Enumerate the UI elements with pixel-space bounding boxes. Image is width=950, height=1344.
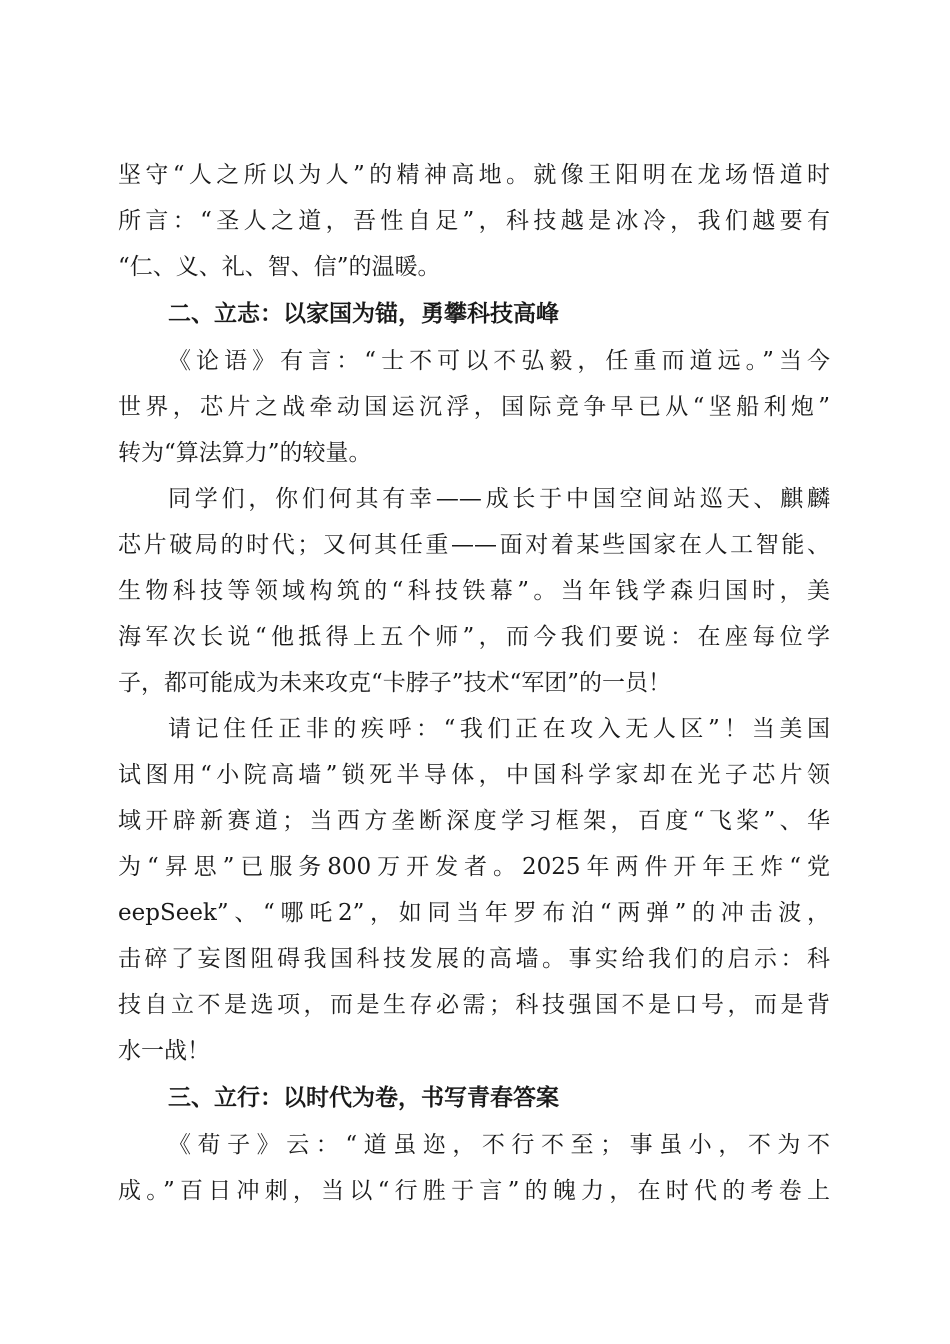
text-line: 域开辟新赛道；当西方垄断深度学习框架，百度“飞桨”、华 — [118, 808, 830, 834]
text-line: 世界，芯片之战牵动国运沉浮，国际竞争早已从“坚船利炮” — [118, 394, 830, 420]
document-body — [118, 152, 830, 1214]
text-line: 坚守“人之所以为人”的精神高地。就像王阳明在龙场悟道时 — [118, 162, 830, 188]
section-heading-2: 二、立志：以家国为锚，勇攀科技高峰 — [168, 301, 559, 327]
text-line: eepSeek”、“哪吒2”，如同当年罗布泊“两弹”的冲击波， — [118, 900, 830, 926]
text-line: 生物科技等领域构筑的“科技铁幕”。当年钱学森归国时，美 — [118, 578, 830, 604]
text-line: 转为“算法算力”的较量。 — [118, 440, 372, 466]
text-line: 为“昇思”已服务800万开发者。2025年两件开年王炸“党 — [118, 854, 830, 880]
paragraph-start: 《论语》有言：“士不可以不弘毅，任重而道远。”当今 — [168, 348, 830, 374]
paragraph-start: 请记住任正非的疾呼：“我们正在攻入无人区”！当美国 — [168, 716, 830, 742]
text-line: 试图用“小院高墙”锁死半导体，中国科学家却在光子芯片领 — [118, 762, 830, 788]
text-line: 技自立不是选项，而是生存必需；科技强国不是口号，而是背 — [118, 992, 830, 1018]
text-line: “仁、义、礼、智、信”的温暖。 — [118, 254, 441, 280]
text-line: 芯片破局的时代；又何其任重——面对着某些国家在人工智能、 — [118, 532, 830, 558]
section-heading-3: 三、立行：以时代为卷，书写青春答案 — [168, 1085, 559, 1111]
text-line: 子，都可能成为未来攻克“卡脖子”技术“军团”的一员！ — [118, 670, 672, 696]
text-line: 成。”百日冲刺，当以“行胜于言”的魄力，在时代的考卷上 — [118, 1178, 830, 1204]
text-line: 所言：“圣人之道，吾性自足”，科技越是冰冷，我们越要有 — [118, 208, 830, 234]
text-line: 海军次长说“他抵得上五个师”，而今我们要说：在座每位学 — [118, 624, 830, 650]
paragraph-start: 《荀子》云：“道虽迩，不行不至；事虽小，不为不 — [168, 1132, 830, 1158]
text-line: 水一战！ — [118, 1038, 210, 1064]
text-line: 击碎了妄图阻碍我国科技发展的高墙。事实给我们的启示：科 — [118, 946, 830, 972]
paragraph-start: 同学们，你们何其有幸——成长于中国空间站巡天、麒麟 — [168, 486, 830, 512]
